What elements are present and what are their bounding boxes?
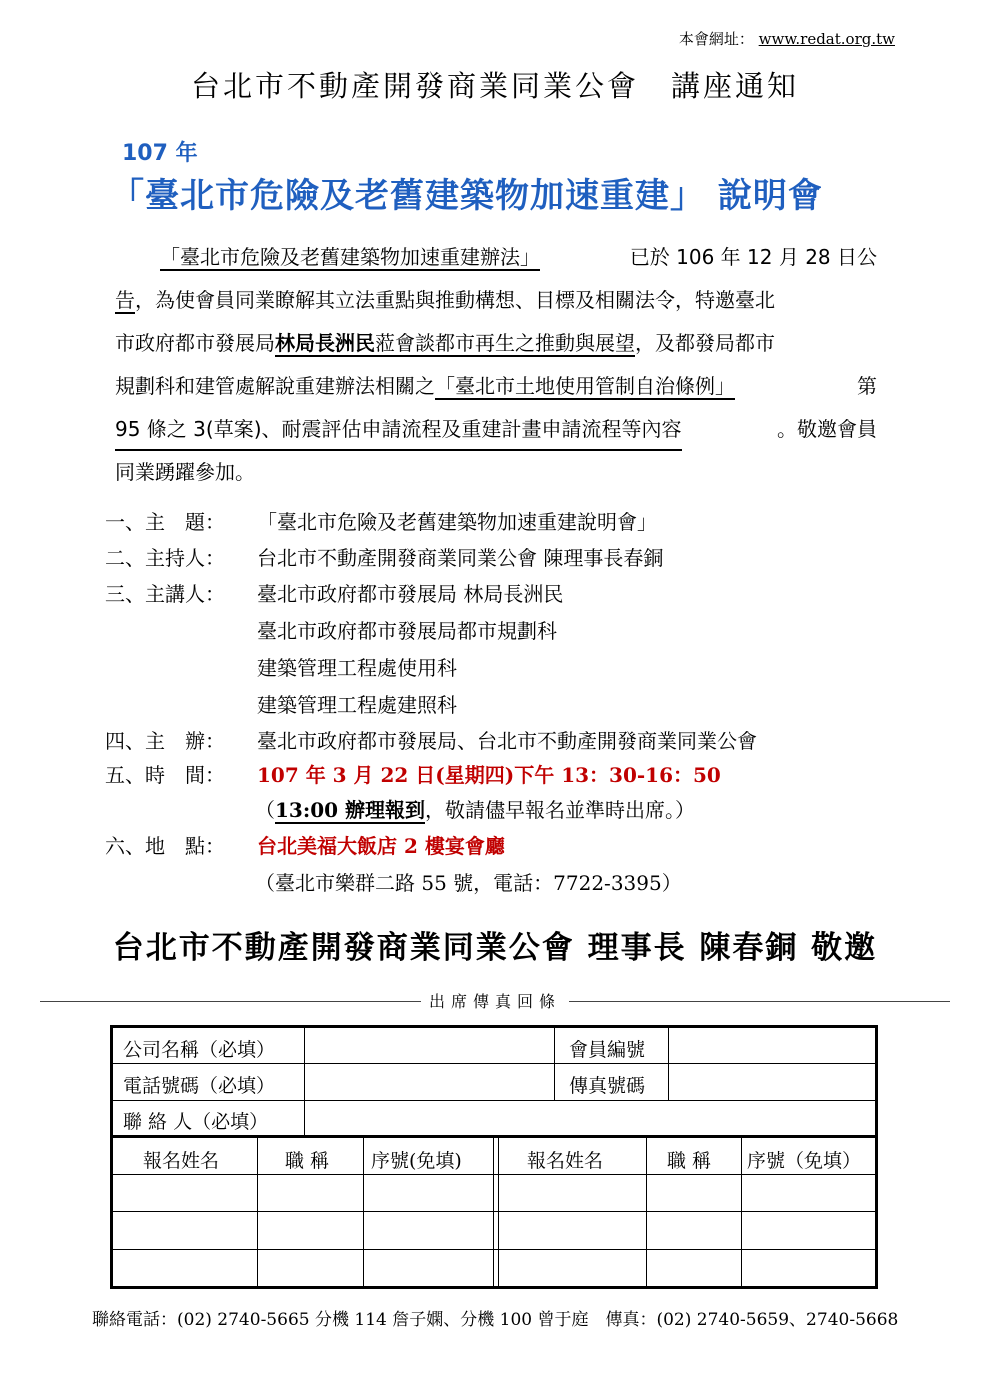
phone-field[interactable]	[315, 1067, 547, 1097]
place-row	[105, 829, 505, 863]
organizer-value: 臺北市政府都市發展局、台北市不動產開發商業同業公會	[257, 729, 757, 753]
intro-text: 告	[115, 288, 135, 312]
col-header-title: 職 稱	[667, 1150, 712, 1172]
company-field[interactable]	[315, 1030, 547, 1060]
speaker-item: 臺北市政府都市發展局 林局長洲民	[257, 582, 564, 606]
form-line	[113, 1100, 875, 1101]
host-row	[105, 541, 663, 575]
intro-line	[115, 408, 877, 451]
reply-title: 出席傳真回條	[421, 992, 569, 1011]
member-no-label: 會員編號	[569, 1039, 646, 1061]
col-header-serial: 序號（免填）	[747, 1150, 862, 1172]
intro-text: 規劃科和建管處解說重建辦法相關之	[115, 374, 435, 398]
intro-text: 蒞會談都市再生之推動與展望	[375, 331, 635, 355]
form-line	[113, 1063, 875, 1064]
topic-row	[105, 505, 657, 539]
intro-text: ，及都發局都市	[635, 331, 775, 355]
intro-text: 已於 106 年 12 月 28 日公	[629, 245, 877, 269]
speaker-item: 建築管理工程處建照科	[257, 693, 457, 717]
form-line	[304, 1028, 305, 1135]
intro-line	[115, 279, 877, 322]
intro-text: 95 條之 3(草案)、耐震評估申請流程及重建計畫申請流程等內容	[115, 408, 682, 451]
regulation-name: 「臺北市危險及老舊建築物加速重建辦法」	[160, 245, 540, 269]
fax-no-label: 傳真號碼	[569, 1075, 646, 1097]
form-line	[668, 1028, 669, 1100]
form-line	[113, 1211, 875, 1212]
time-note-text: ，敬請儘早報名並準時出席。）	[425, 798, 696, 822]
intro-paragraph	[115, 236, 877, 494]
intro-text: 市政府都市發展局	[115, 331, 275, 355]
invitation-signature: 台北市不動產開發商業同業公會 理事長 陳春銅 敬邀	[112, 930, 878, 966]
topic-label: 一、主 題：	[105, 510, 225, 534]
form-line	[113, 1249, 875, 1250]
check-in-time: 13:00 辦理報到	[275, 798, 426, 822]
intro-line	[115, 236, 877, 279]
time-note-text: （	[255, 798, 275, 822]
speaker-item: 建築管理工程處使用科	[257, 656, 457, 680]
event-title: 「臺北市危險及老舊建築物加速重建」 說明會	[110, 176, 823, 216]
speaker-item: 臺北市政府都市發展局都市規劃科	[257, 619, 557, 643]
speakers-row	[105, 577, 563, 611]
organizer-row	[105, 724, 757, 758]
contact-field[interactable]	[315, 1103, 865, 1133]
form-line	[741, 1135, 742, 1287]
col-header-title: 職 稱	[285, 1150, 330, 1172]
form-line	[493, 1135, 494, 1287]
form-line	[363, 1135, 364, 1287]
form-line	[113, 1135, 875, 1138]
ordinance-name: 「臺北市土地使用管制自治條例」	[435, 374, 735, 398]
reply-form	[110, 1025, 878, 1289]
place-note: （臺北市樂群二路 55 號，電話：7722-3395）	[255, 871, 682, 895]
col-header-name: 報名姓名	[527, 1150, 604, 1172]
website-label: 本會網址：	[678, 30, 754, 48]
reply-divider	[40, 989, 950, 1013]
speaker-name: 林局長洲民	[275, 331, 375, 355]
col-header-name: 報名姓名	[143, 1150, 220, 1172]
time-value: 107 年 3 月 22 日(星期四)下午 13：30-16：50	[257, 763, 721, 787]
organizer-label: 四、主 辦：	[105, 729, 225, 753]
host-value: 台北市不動產開發商業同業公會 陳理事長春銅	[257, 546, 664, 570]
place-label: 六、地 點：	[105, 834, 225, 858]
website-line	[679, 28, 895, 49]
fax-no-field[interactable]	[675, 1067, 865, 1097]
topic-value: 「臺北市危險及老舊建築物加速重建說明會」	[257, 510, 657, 534]
event-year: 107 年	[122, 141, 198, 166]
contact-label: 聯 絡 人（必填）	[123, 1111, 269, 1133]
intro-text: 第	[857, 374, 877, 398]
speakers-label: 三、主講人：	[105, 582, 225, 606]
company-label: 公司名稱（必填）	[123, 1039, 276, 1061]
phone-label: 電話號碼（必填）	[123, 1075, 276, 1097]
time-label: 五、時 間：	[105, 763, 225, 787]
form-line	[646, 1135, 647, 1287]
website-link[interactable]: www.redat.org.tw	[758, 30, 895, 48]
member-no-field[interactable]	[675, 1030, 865, 1060]
page-header: 台北市不動產開發商業同業公會 講座通知	[190, 69, 799, 103]
col-header-serial: 序號(免填)	[371, 1150, 462, 1172]
place-value: 台北美福大飯店 2 樓宴會廳	[257, 834, 505, 858]
form-line	[554, 1028, 555, 1100]
intro-line	[115, 365, 877, 408]
time-note	[255, 793, 695, 827]
form-line	[498, 1135, 499, 1287]
contact-footer: 聯絡電話：(02) 2740-5665 分機 114 詹子嫻、分機 100 曾于庭 傳真：(02) 2740-5659、2740-5668	[92, 1310, 899, 1330]
form-line	[113, 1174, 875, 1175]
host-label: 二、主持人：	[105, 546, 225, 570]
time-row	[105, 758, 721, 792]
intro-text: 。敬邀會員	[777, 417, 877, 441]
intro-line	[115, 322, 877, 365]
intro-line: 同業踴躍參加。	[115, 460, 255, 484]
intro-text: ，為使會員同業瞭解其立法重點與推動構想、目標及相關法令，特邀臺北	[135, 288, 775, 312]
form-line	[257, 1135, 258, 1287]
